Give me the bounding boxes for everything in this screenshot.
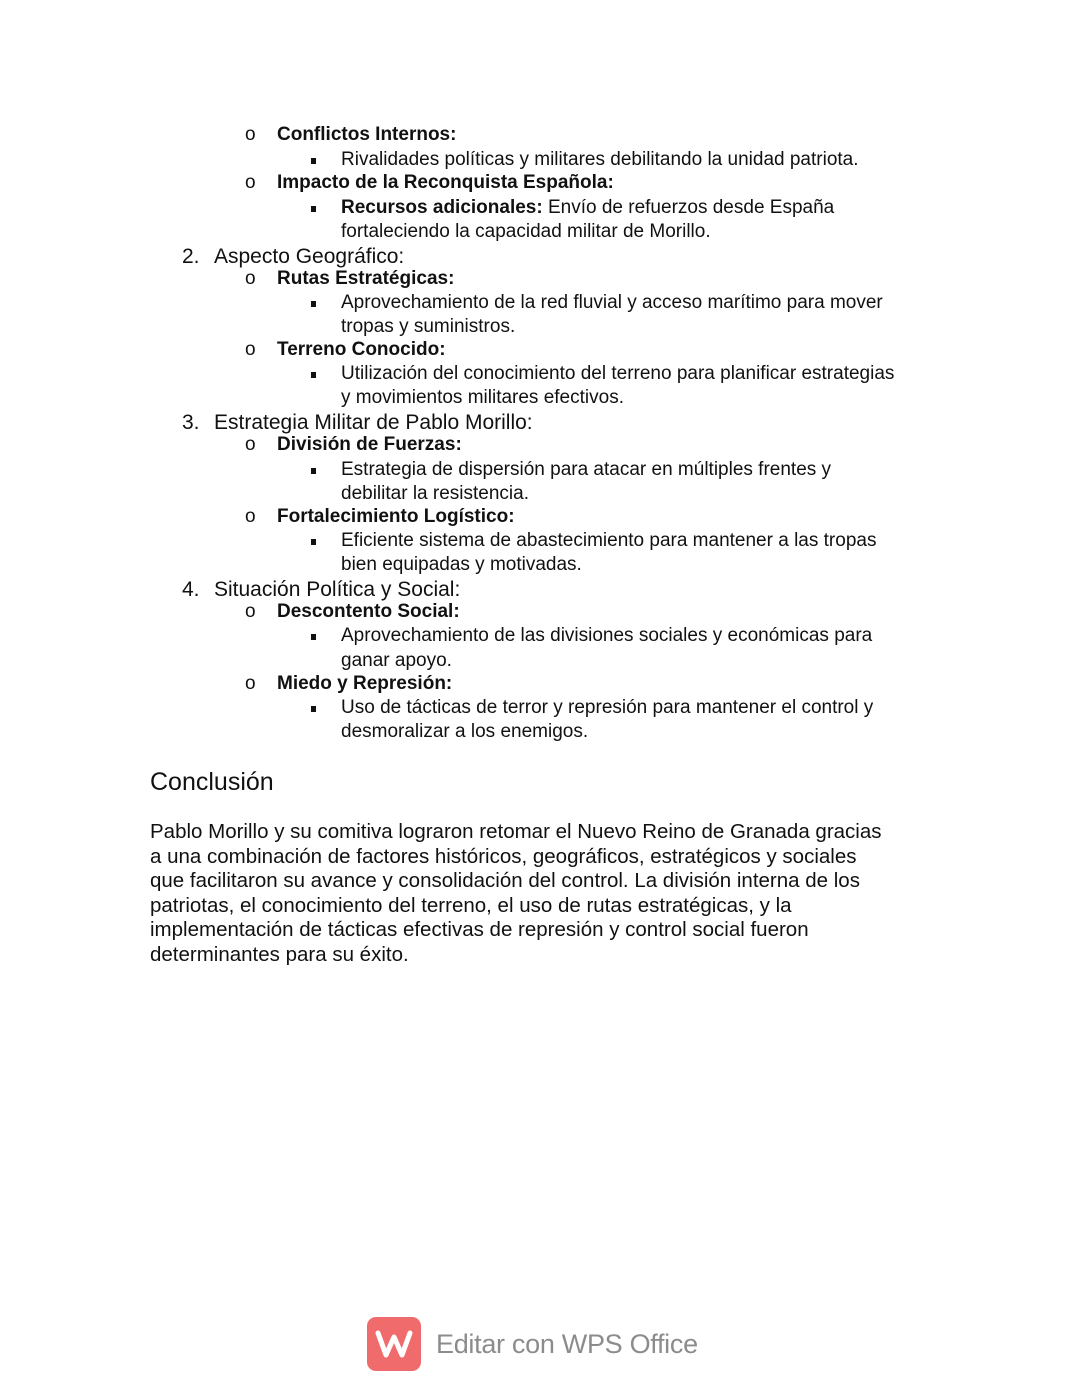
bullet-text: Eficiente sistema de abastecimiento para mantener a las tropas xyxy=(341,530,877,551)
item-title: Situación Política y Social: xyxy=(214,578,461,601)
item-number: 3. xyxy=(182,411,200,434)
square-bullet xyxy=(311,206,316,212)
circle-bullet: o xyxy=(245,673,256,694)
bullet-text-continued: tropas y suministros. xyxy=(341,316,516,337)
paragraph-line: Pablo Morillo y su comitiva lograron retomar el Nuevo Reino de Granada gracias xyxy=(150,820,882,843)
wps-edit-label: Editar con WPS Office xyxy=(436,1328,698,1359)
paragraph-line: a una combinación de factores históricos, geográficos, estratégicos y sociales xyxy=(150,844,857,868)
subitem-title: Descontento Social: xyxy=(277,601,460,622)
square-bullet xyxy=(311,539,316,545)
subitem-title: Rutas Estratégicas: xyxy=(277,268,455,289)
bullet-text: Rivalidades políticas y militares debilitando la unidad patriota. xyxy=(341,149,859,170)
bullet-text: Aprovechamiento de las divisiones sociales y económicas para xyxy=(341,625,873,646)
bullet-text-continued: y movimientos militares efectivos. xyxy=(341,387,624,408)
circle-bullet: o xyxy=(245,124,256,145)
bullet-text: Aprovechamiento de la red fluvial y acceso marítimo para mover xyxy=(341,292,883,313)
bullet-text-continued: desmoralizar a los enemigos. xyxy=(341,721,589,742)
square-bullet xyxy=(311,634,316,640)
conclusion-heading: Conclusión xyxy=(150,768,274,796)
square-bullet xyxy=(311,706,316,712)
circle-bullet: o xyxy=(245,172,256,193)
bullet-text-continued: ganar apoyo. xyxy=(341,650,452,671)
subitem-title: Fortalecimiento Logístico: xyxy=(277,506,515,527)
circle-bullet: o xyxy=(245,601,256,622)
bullet-text: Uso de tácticas de terror y represión para mantener el control y xyxy=(341,697,874,718)
circle-bullet: o xyxy=(245,506,256,527)
item-number: 4. xyxy=(182,578,200,601)
subitem-title: Terreno Conocido: xyxy=(277,339,446,360)
square-bullet xyxy=(311,301,316,307)
bullet-text-continued: debilitar la resistencia. xyxy=(341,483,529,504)
paragraph-line: implementación de tácticas efectivas de represión y control social fueron xyxy=(150,918,809,941)
subitem-title: Miedo y Represión: xyxy=(277,673,453,694)
square-bullet xyxy=(311,372,316,378)
wps-w-glyph xyxy=(374,1327,414,1361)
circle-bullet: o xyxy=(245,268,256,289)
circle-bullet: o xyxy=(245,434,256,455)
paragraph-line: determinantes para su éxito. xyxy=(150,942,409,966)
paragraph-line: que facilitaron su avance y consolidación del control. La división interna de los xyxy=(150,869,860,892)
item-title: Aspecto Geográfico: xyxy=(214,245,405,268)
subitem-title: Impacto de la Reconquista Española: xyxy=(277,172,614,193)
bullet-text: Estrategia de dispersión para atacar en múltiples frentes y xyxy=(341,459,832,480)
item-number: 2. xyxy=(182,245,200,268)
paragraph-line: patriotas, el conocimiento del terreno, el uso de rutas estratégicas, y la xyxy=(150,893,792,917)
bullet-text-continued: fortaleciendo la capacidad militar de Morillo. xyxy=(341,221,711,242)
subitem-title: Conflictos Internos: xyxy=(277,124,457,145)
conclusion-paragraph xyxy=(150,820,940,967)
square-bullet xyxy=(311,468,316,474)
item-title: Estrategia Militar de Pablo Morillo: xyxy=(214,411,533,434)
bullet-text-continued: bien equipadas y motivadas. xyxy=(341,554,582,575)
bullet-text: Utilización del conocimiento del terreno para planificar estrategias xyxy=(341,363,895,384)
circle-bullet: o xyxy=(245,339,256,360)
wps-edit-link[interactable] xyxy=(367,1317,698,1371)
bullet-text: Recursos adicionales: Envío de refuerzos desde España xyxy=(341,197,835,218)
subitem-title: División de Fuerzas: xyxy=(277,434,462,455)
square-bullet xyxy=(311,158,316,164)
wps-logo-icon xyxy=(367,1317,421,1371)
